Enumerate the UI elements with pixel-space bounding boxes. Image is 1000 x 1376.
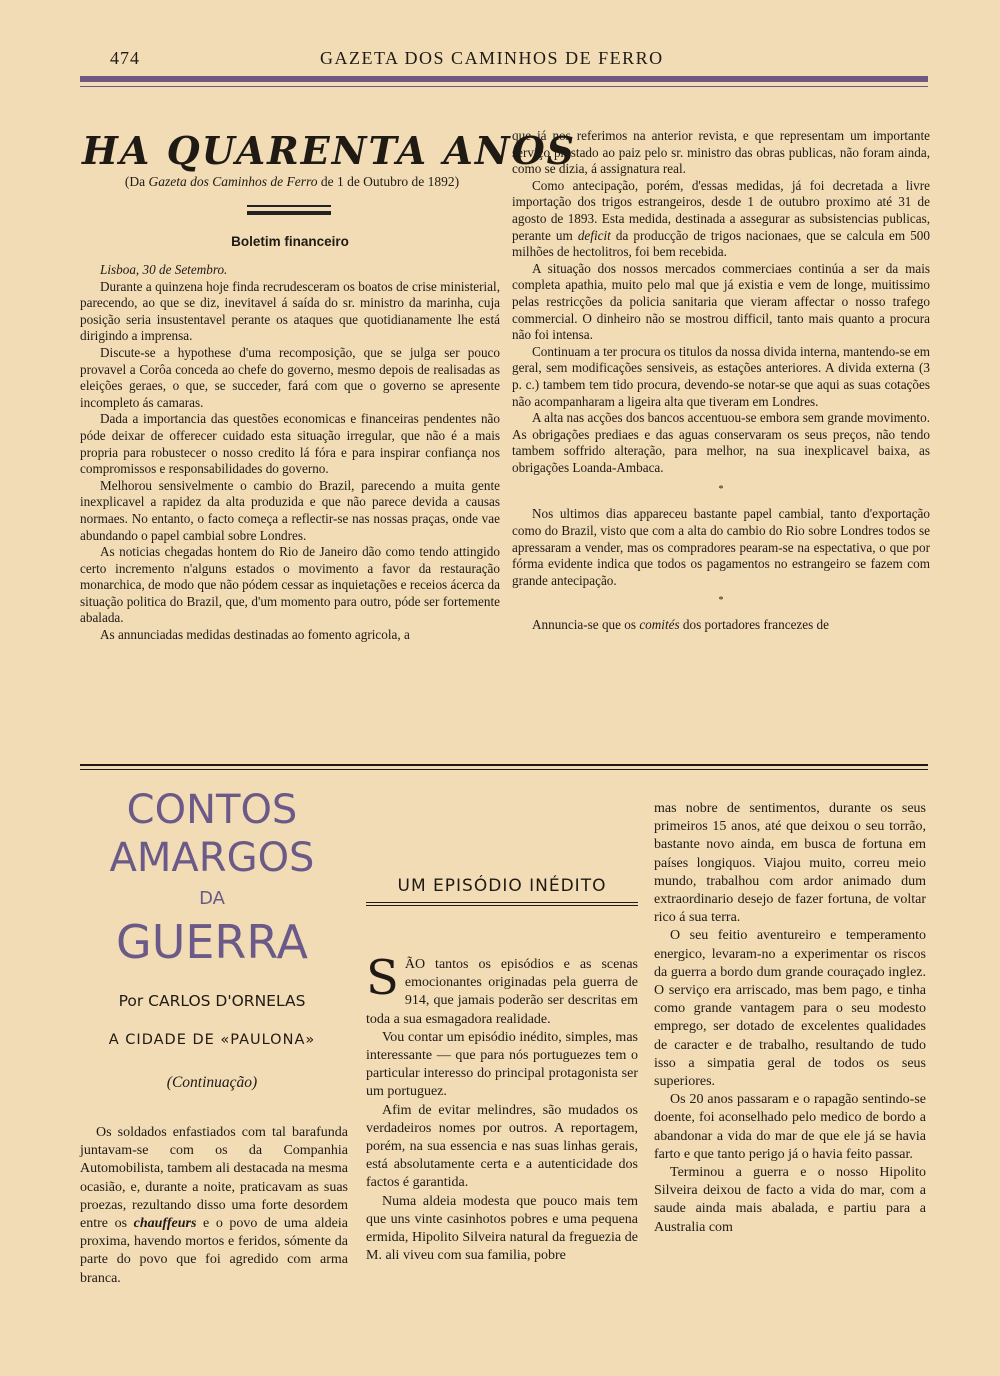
serial-title: CONTOS AMARGOS DA GUERRA (109, 787, 315, 969)
paragraph: Os soldados enfastiados com tal barafunda juntavam-se com os da Companhia Automobilista, tambem ali destacada na mesma ocasião, e, durante a noite, praticavam as suas proezas, rezultando disso uma forte desordem entre os chauffeurs e o povo de uma aldeia proxima, havendo mortos e feridos, sómente da parte do povo que foi agredido com arma branca. (80, 1125, 348, 1286)
page-header (80, 46, 928, 74)
separator-star: * (718, 595, 724, 607)
story-column-middle (366, 950, 638, 1265)
continuation-label: (Continuação) (166, 1074, 258, 1091)
paragraph: Annuncia-se que os comités dos portadores francezes de (532, 617, 829, 633)
article-title: HA QUARENTA ANOS (82, 128, 577, 173)
paragraph: As noticias chegadas hontem do Rio de Janeiro dão como tendo attingido certo incremento n'alguns estados o movimento a favor da restauração monarchica, de modo que não pódem cessar as inquietações e receios ácerca da situação politica do Brazil, que, d'um momento para outro, póde ser fortemente abalada. (80, 544, 500, 626)
paragraph: Os 20 anos passaram e o rapagão sentindo-se doente, foi aconselhado pelo medico de bordo a abandonar a vida do mar de que ele já se havia farto e que tanto perigo já o havia feito passar. (654, 1092, 926, 1162)
paragraph: SÃO tantos os episódios e as scenas emocionantes originadas pela guerra de 914, que jamais poderão ser descritas em toda a sua esmagadora realidade. (366, 950, 638, 1027)
paragraph: mas nobre de sentimentos, durante os seus primeiros 15 anos, até que deixou o seu torrão, bastante novo ainda, em busca de fortuna em países longiquos. Viajou muito, correu meio mundo, trabalhou com ardor animado dum extraordinario desejo de fazer fortuna, de voltar rico á sua terra. (654, 801, 926, 926)
section-divider-thin (80, 769, 928, 770)
paragraph: Vou contar um episódio inédito, simples, mas interessante — que para nós portuguezes tem o particular interesso do principal protagonista ser um portuguez. (366, 1029, 638, 1100)
story-column-right (654, 800, 926, 1237)
separator-star: * (718, 484, 724, 496)
article-column-left (80, 262, 500, 644)
paragraph: Numa aldeia modesta que pouco mais tem que uns vinte casinhotos pobres e uma pequena ermida, Hipolito Silveira natural da freguezia de M. ali viveu com sua familia, pobre (366, 1193, 638, 1264)
paragraph: Discute-se a hypothese d'uma recomposição, que se julga ser pouco provavel a Corôa conceda ao chefe do governo, mesmo depois de realisadas as eleições geraes, o que, se succeder, fará com que o governo se apresente incompleto ás camaras. (80, 344, 500, 410)
dateline: Lisboa, 30 de Setembro. (100, 262, 228, 277)
paragraph: Afim de evitar melindres, são mudados os verdadeiros nomes por outros. A reportagem, porém, na sua essencia e nas suas linhas gerais, está absolutamente certa e a autenticidade dos factos é garantida. (366, 1102, 638, 1191)
episode-rule (366, 902, 638, 903)
paragraph: Continuam a ter procura os titulos da nossa divida interna, mantendo-se em geral, sem modificações sensiveis, as estações anteriores. A divida externa (3 p. c.) tambem tem tido procura, devendo-se notar-se que aqui as suas cotações não acompanharam a ligeira alta que tiveram em Londres. (512, 343, 930, 409)
episode-rule-thin (366, 905, 638, 906)
byline: Por CARLOS D'ORNELAS (118, 992, 306, 1010)
divider-ornament-thick (247, 211, 331, 215)
section-divider (80, 764, 928, 766)
chapter-title: A CIDADE DE «PAULONA» (108, 1032, 316, 1048)
paragraph: Melhorou sensivelmente o cambio do Brazil, parecendo a muita gente inexplicavel a rapidez da alta produzida e que não parece devida a causas normaes. No entanto, o facto começa a reflectir-se nas nossas praças, onde vae abundando o papel cambial sobre Londres. (80, 477, 500, 543)
page-number: 474 (110, 48, 140, 68)
article-subtitle: (Da Gazeta dos Caminhos de Ferro de 1 de Outubro de 1892) (124, 174, 460, 189)
paragraph: A situação dos nossos mercados commerciaes continúa a ser da mais completa apathia, muito pelo mal que já existia e vem de longe, muitissimo pelas restricções da policia sanitaria que vieram affectar o nosso trafego commercial. O dinheiro não se mostrou difficil, tanto mais quanto a procura não foi intensa. (512, 260, 930, 343)
header-rule-thin (80, 86, 928, 87)
paragraph: Dada a importancia das questões economicas e financeiras pendentes não póde deixar de offerecer cuidado esta situação irregular, que não é a mais propria para robustecer o nosso credito lá fóra e para inspirar confiança nos compromissos e responsabilidades do governo. (80, 411, 500, 477)
divider-ornament (247, 205, 331, 207)
paragraph: Durante a quinzena hoje finda recrudesceram os boatos de crise ministerial, parecendo, ao que se diz, inevitavel á saída do sr. ministro da marinha, cuja posição seria insustentavel perante os ataques que quotidianamente lhe está dirigindo a imprensa. (80, 278, 500, 344)
paragraph: Terminou a guerra e o nosso Hipolito Silveira deixou de facto a vida do mar, com a saude ainda mais abalada, e partiu para a Australia com (654, 1165, 926, 1235)
paragraph: que já nos referimos na anterior revista, e que representam um importante serviço prestado ao paiz pelo sr. ministro das obras publicas, não foram ainda, como se dizia, á assignatura real. (512, 128, 930, 177)
paragraph: As annunciadas medidas destinadas ao fomento agricola, a (100, 627, 410, 643)
story-column-left (80, 1124, 348, 1288)
episode-title: UM EPISÓDIO INÉDITO (397, 876, 607, 896)
paragraph: O seu feitio aventureiro e temperamento energico, levaram-no a experimentar os riscos da guerra a bordo dum grande couraçado inglez. O serviço era arriscado, mas bem pago, e tinha como grande vantagem para o seu modesto emprego, ser dotado de excelentes qualidades de caracter e de trabalho, resultando de tudo isso a simpatia geral de todos os seus superiores. (654, 928, 926, 1090)
paragraph: A alta nas acções dos bancos accentuou-se embora sem grande movimento. As obrigações prediaes e das aguas conservaram os seus preços, não tendo tambem soffrido alteração, para melhor, na sua inexplicavel baixa, as obrigações Loanda-Ambaca. (512, 410, 930, 475)
article-column-right (512, 128, 930, 634)
paragraph: Como antecipação, porém, d'essas medidas, já foi decretada a livre importação dos trigos estrangeiros, desde 1 de outubro proximo até 31 de agosto de 1893. Esta medida, destinada a assegurar as subsistencias publicas, perante um deficit da producção de trigos nacionaes, que se calcula em 500 milhões de hectolitros, foi bem recebida. (512, 177, 930, 260)
journal-title: GAZETA DOS CAMINHOS DE FERRO (320, 48, 664, 68)
section-heading: Boletim financeiro (231, 234, 349, 249)
header-rule (80, 76, 928, 82)
drop-cap: S (366, 950, 399, 1006)
paragraph: Nos ultimos dias appareceu bastante papel cambial, tanto d'exportação como do Brazil, visto que com a alta do cambio do Rio sobre Londres todos se apressaram a vender, mas os compradores pearam-se na espectativa, o que por fórma evidente indica que todos os pagamentos no estrangeiro se fazem com grande antecipação. (512, 506, 930, 588)
